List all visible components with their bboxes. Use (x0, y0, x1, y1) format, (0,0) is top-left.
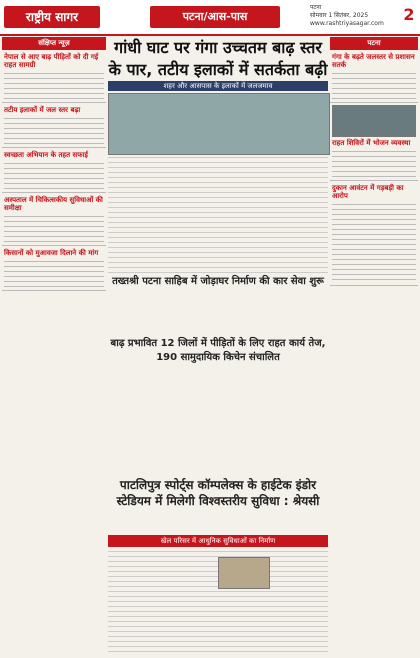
right-column-header: पटना (330, 37, 418, 50)
left-item-title: अस्पताल में चिकित्सकीय सुविधाओं की समीक्षा (4, 196, 103, 212)
masthead (0, 0, 420, 36)
left-item-title: स्वच्छता अभियान के तहत सफाई (4, 151, 88, 159)
fourth-kicker: खेल परिसर में आधुनिक सुविधाओं का निर्माण (108, 535, 328, 547)
left-item (2, 50, 106, 103)
third-headline: बाढ़ प्रभावित 12 जिलों में पीड़ितों के लिए राहत कार्य तेज, 190 सामुदायिक किचेन संचालित (110, 338, 326, 363)
second-headline: तख्तश्री पटना साहिब में जोड़ाघर निर्माण की कार सेवा शुरू (112, 276, 324, 287)
masthead-meta (310, 4, 395, 28)
right-item (330, 50, 418, 103)
left-item (2, 103, 106, 148)
right-item-title: दुकान आवंटन में गड़बड़ी का आरोप (332, 184, 404, 200)
main-column (108, 37, 328, 655)
right-item-title: राहत शिविरों में भोजन व्यवस्था (332, 139, 411, 147)
right-item-title: गंगा के बढ़ते जलस्तर से प्रशासन सतर्क (332, 53, 415, 69)
left-column-header: संक्षिप्त न्यूज़ (2, 37, 106, 50)
lead-headline: गांधी घाट पर गंगा उच्चतम बाढ़ स्तर के पार, तटीय इलाकों में सतर्कता बढ़ी (108, 38, 328, 79)
meta-line-url: www.rashtriyasagar.com (310, 20, 384, 27)
left-item-title: किसानों को मुआवजा दिलाने की मांग (4, 249, 99, 257)
right-item (330, 181, 418, 286)
left-item (2, 246, 106, 291)
meta-line-date: सोमवार 1 सितंबर, 2025 (310, 12, 369, 19)
left-column (2, 37, 106, 655)
left-item (2, 148, 106, 193)
lead-story-text (108, 155, 328, 275)
right-column (330, 37, 418, 655)
fourth-headline: पाटलिपुत्र स्पोर्ट्स कॉम्पलेक्स के हाईटेक इंडोर स्टेडियम में मिलेगी विश्वस्तरीय सुविधा : श्रेयसी (116, 478, 320, 508)
stadium-photo (218, 557, 270, 589)
left-item (2, 193, 106, 246)
page-number: 2 (403, 5, 415, 24)
lead-photo (108, 93, 330, 155)
right-item (330, 103, 418, 181)
publication-logo: राष्ट्रीय सागर (4, 6, 100, 28)
left-item-title: तटीय इलाकों में जल स्तर बढ़ा (4, 106, 81, 114)
right-item-photo (332, 105, 416, 137)
meta-line-city: पटना (310, 4, 322, 11)
left-item-title: नेपाल से आए बाढ़ पीड़ितों को दी गई राहत सामग्री (4, 53, 99, 69)
section-title: पटना/आस-पास (150, 6, 280, 28)
lead-subheadline: शहर और आसपास के इलाकों में जलजमाव (108, 81, 328, 91)
